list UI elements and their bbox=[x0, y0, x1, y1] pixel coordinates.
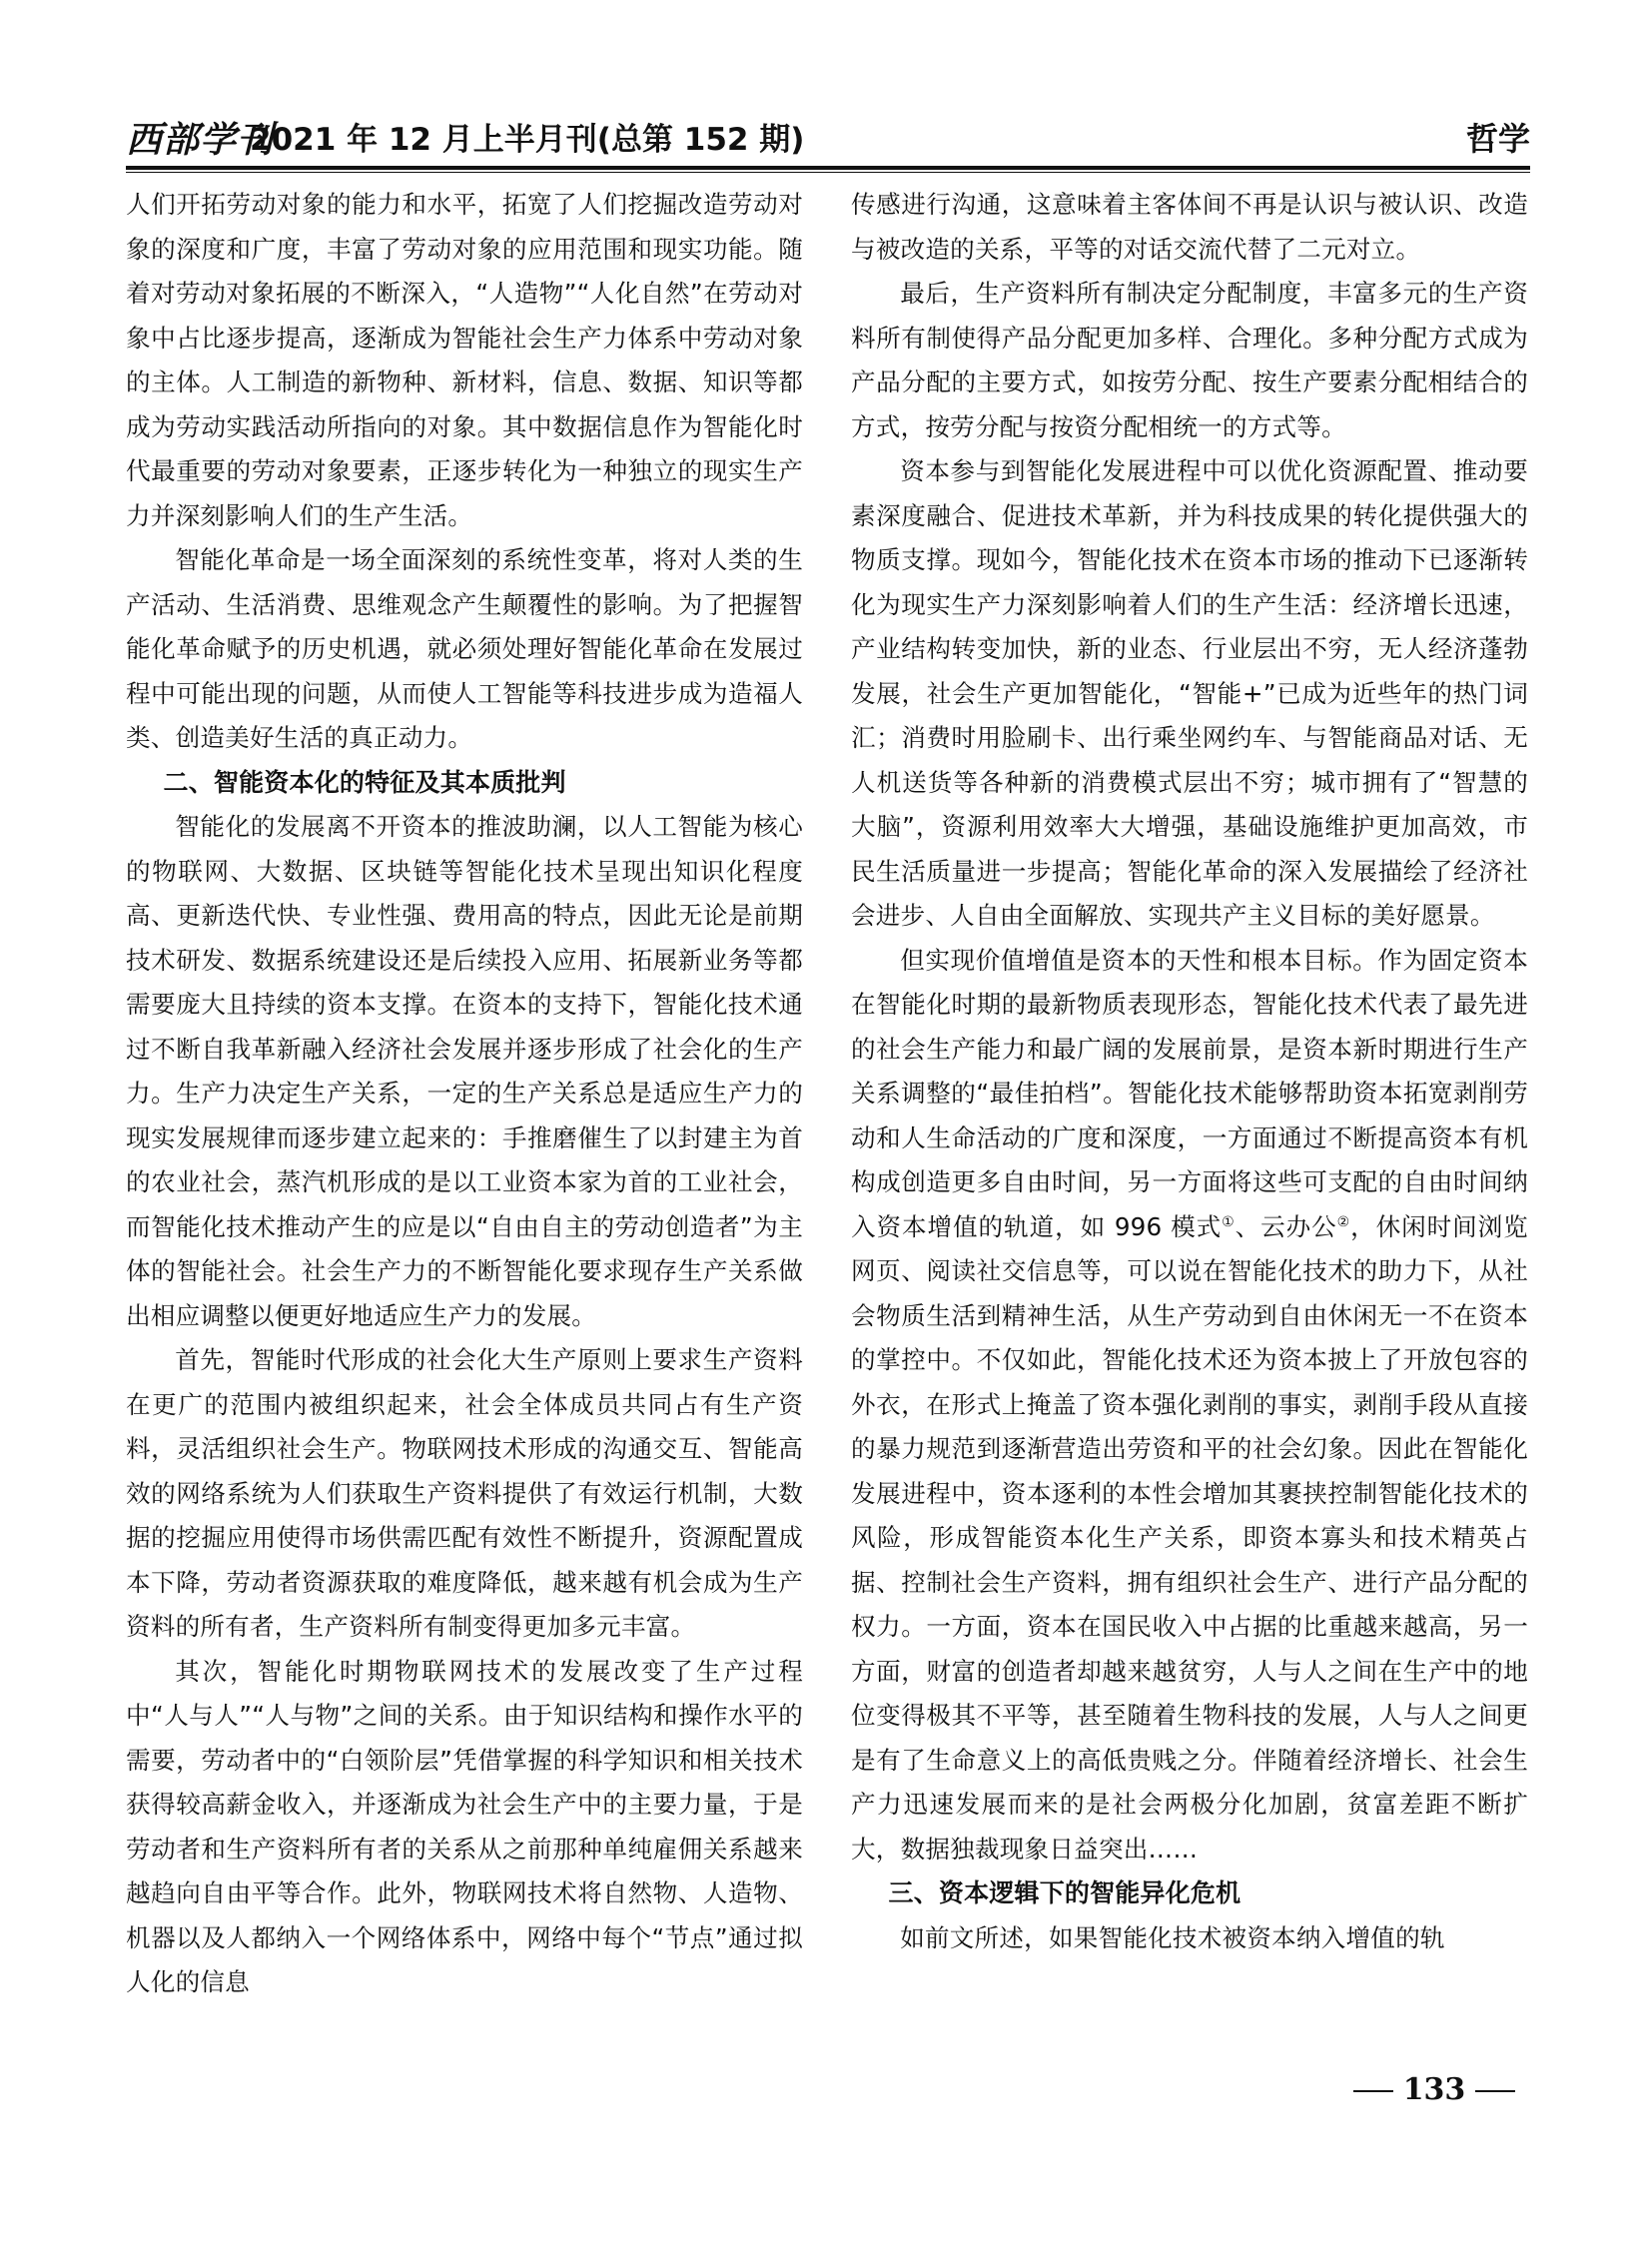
paragraph: 传感进行沟通，这意味着主客体间不再是认识与被认识、改造与被改造的关系，平等的对话交流代替了二元对立。 bbox=[851, 190, 1528, 264]
paragraph-text: 、云办公 bbox=[1235, 1211, 1337, 1241]
paragraph: 资本参与到智能化发展进程中可以优化资源配置、推动要素深度融合、促进技术革新，并为科技成果的转化提供强大的物质支撑。现如今，智能化技术在资本市场的推动下已逐渐转化为现实生产力深刻影响着人们的生产生活：经济增长迅速，产业结构转变加快，新的业态、行业层出不穷，无人经济蓬勃发展，社会生产更加智能化，“智能+”已成为近些年的热门词汇；消费时用脸刷卡、出行乘坐网约车、与智能商品对话、无人机送货等各种新的消费模式层出不穷；城市拥有了“智慧的大脑”，资源利用效率大大增强，基础设施维护更加高效，市民生活质量进一步提高；智能化革命的深入发展描绘了经济社会进步、人自由全面解放、实现共产主义目标的美好愿景。 bbox=[851, 456, 1528, 930]
journal-logo: 西部学刊 bbox=[126, 119, 275, 161]
paragraph: 其次，智能化时期物联网技术的发展改变了生产过程中“人与人”“人与物”之间的关系。由于知识结构和操作水平的需要，劳动者中的“白领阶层”凭借掌握的科学知识和相关技术获得较高薪金收入，并逐渐成为社会生产中的主要力量，于是劳动者和生产资料所有者的关系从之前那种单纯雇佣关系越来越趋向自由平等合作。此外，物联网技术将自然物、人造物、机器以及人都纳入一个网络体系中，网络中每个“节点”通过拟人化的信息 bbox=[126, 1656, 803, 1996]
page-number-dash bbox=[1353, 2090, 1393, 2092]
section-heading: 二、智能资本化的特征及其本质批判 bbox=[163, 767, 566, 797]
left-column bbox=[126, 183, 803, 2005]
paragraph-text: 但实现价值增值是资本的天性和根本目标。作为固定资本在智能化时期的最新物质表现形态，智能化技术代表了最先进的社会生产能力和最广阔的发展前景，是资本新时期进行生产关系调整的“最佳拍档”。智能化技术能够帮助资本拓宽剥削劳动和人生命活动的广度和深度，一方面通过不断提高资本有机构成创造更多自由时间，另一方面将这些可支配的自由时间纳入资本增值的轨道，如 996 模式 bbox=[851, 945, 1528, 1241]
paragraph: 如前文所述，如果智能化技术被资本纳入增值的轨 bbox=[900, 1922, 1445, 1952]
paragraph-text: ，休闲时间浏览网页、阅读社交信息等，可以说在智能化技术的助力下，从社会物质生活到精神生活，从生产劳动到自由休闲无一不在资本的掌控中。不仅如此，智能化技术还为资本披上了开放包容的外衣，在形式上掩盖了资本强化剥削的事实，剥削手段从直接的暴力规范到逐渐营造出劳资和平的社会幻象。因此在智能化发展进程中，资本逐利的本性会增加其裹挟控制智能化技术的风险，形成智能资本化生产关系，即资本寡头和技术精英占据、控制社会生产资料，拥有组织社会生产、进行产品分配的权力。一方面，资本在国民收入中占据的比重越来越高，另一方面，财富的创造者却越来越贫穷，人与人之间在生产中的地位变得极其不平等，甚至随着生物科技的发展，人与人之间更是有了生命意义上的高低贵贱之分。伴随着经济增长、社会生产力迅速发展而来的是社会两极分化加剧，贫富差距不断扩大，数据独裁现象日益突出…… bbox=[851, 1211, 1528, 1864]
footnote-marker[interactable]: ② bbox=[1336, 1213, 1351, 1230]
paragraph bbox=[851, 939, 1528, 1872]
right-column bbox=[851, 183, 1528, 1960]
paragraph: 首先，智能时代形成的社会化大生产原则上要求生产资料在更广的范围内被组织起来，社会全体成员共同占有生产资料，灵活组织社会生产。物联网技术形成的沟通交互、智能高效的网络系统为人们获取生产资料提供了有效运行机制，大数据的挖掘应用使得市场供需匹配有效性不断提升，资源配置成本下降，劳动者资源获取的难度降低，越来越有机会成为生产资料的所有者，生产资料所有制变得更加多元丰富。 bbox=[126, 1345, 803, 1641]
paragraph: 人们开拓劳动对象的能力和水平，拓宽了人们挖掘改造劳动对象的深度和广度，丰富了劳动对象的应用范围和现实功能。随着对劳动对象拓展的不断深入，“人造物”“人化自然”在劳动对象中占比逐步提高，逐渐成为智能社会生产力体系中劳动对象的主体。人工制造的新物种、新材料，信息、数据、知识等都成为劳动实践活动所指向的对象。其中数据信息作为智能化时代最重要的劳动对象要素，正逐步转化为一种独立的现实生产力并深刻影响人们的生产生活。 bbox=[126, 190, 803, 530]
footnote-marker[interactable]: ① bbox=[1222, 1213, 1236, 1230]
issue-info: 2021 年 12 月上半月刊(总第 152 期) bbox=[250, 122, 805, 158]
section-label: 哲学 bbox=[1465, 120, 1530, 158]
page-number bbox=[1336, 2072, 1532, 2107]
page-header bbox=[126, 108, 1530, 162]
header-rule-thin bbox=[126, 172, 1530, 173]
header-rule-thick bbox=[126, 166, 1530, 170]
page-number-value: 133 bbox=[1402, 2072, 1466, 2107]
paragraph: 智能化革命是一场全面深刻的系统性变革，将对人类的生产活动、生活消费、思维观念产生颠覆性的影响。为了把握智能化革命赋予的历史机遇，就必须处理好智能化革命在发展过程中可能出现的问题，从而使人工智能等科技进步成为造福人类、创造美好生活的真正动力。 bbox=[126, 545, 803, 752]
page-number-dash bbox=[1475, 2090, 1515, 2092]
paragraph: 智能化的发展离不开资本的推波助澜，以人工智能为核心的物联网、大数据、区块链等智能化技术呈现出知识化程度高、更新迭代快、专业性强、费用高的特点，因此无论是前期技术研发、数据系统建设还是后续投入应用、拓展新业务等都需要庞大且持续的资本支撑。在资本的支持下，智能化技术通过不断自我革新融入经济社会发展并逐步形成了社会化的生产力。生产力决定生产关系，一定的生产关系总是适应生产力的现实发展规律而逐步建立起来的：手推磨催生了以封建主为首的农业社会，蒸汽机形成的是以工业资本家为首的工业社会，而智能化技术推动产生的应是以“自由自主的劳动创造者”为主体的智能社会。社会生产力的不断智能化要求现存生产关系做出相应调整以便更好地适应生产力的发展。 bbox=[126, 812, 803, 1330]
paragraph: 最后，生产资料所有制决定分配制度，丰富多元的生产资料所有制使得产品分配更加多样、合理化。多种分配方式成为产品分配的主要方式，如按劳分配、按生产要素分配相结合的方式，按劳分配与按资分配相统一的方式等。 bbox=[851, 279, 1528, 441]
section-heading: 三、资本逻辑下的智能异化危机 bbox=[888, 1878, 1241, 1907]
